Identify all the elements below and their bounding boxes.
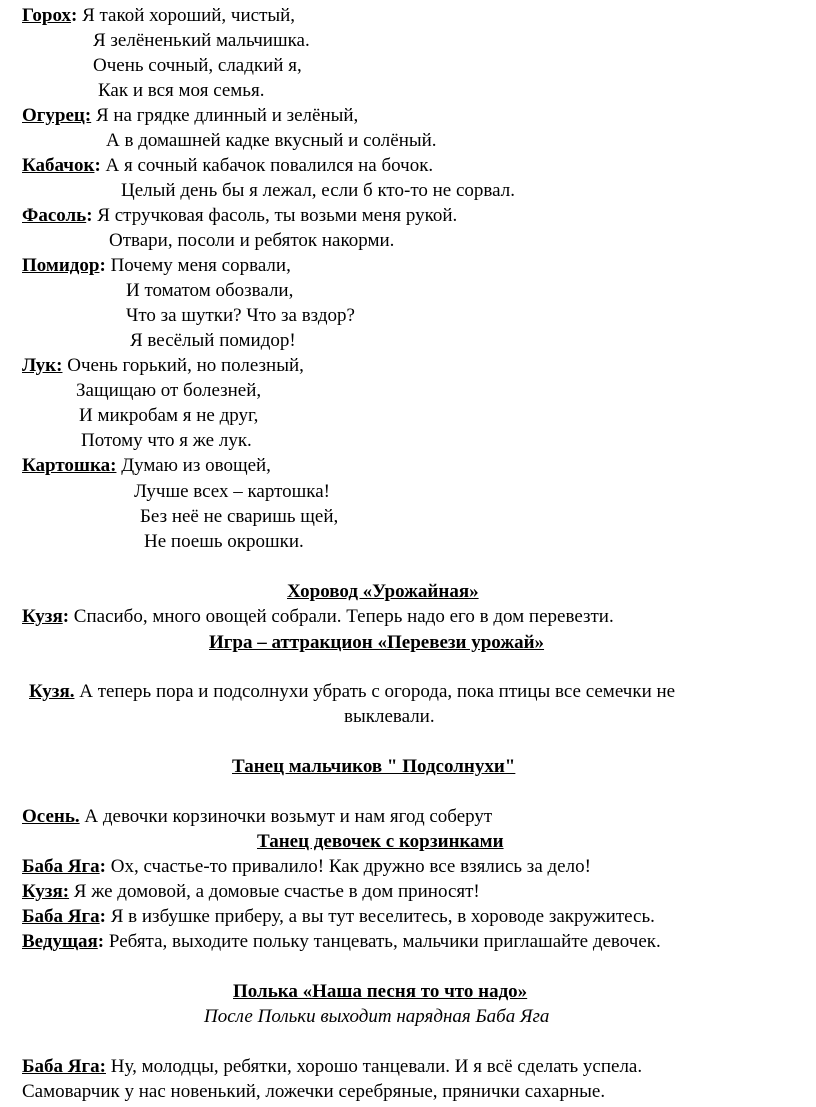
verse-line: Очень сочный, сладкий я,	[93, 55, 302, 76]
verse-line: Целый день бы я лежал, если б кто-то не сорвал.	[121, 180, 515, 201]
speaker-name: Баба Яга	[22, 906, 100, 927]
dialog-text: Ну, молодцы, ребятки, хорошо танцевали. И я всё сделать успела.	[106, 1056, 643, 1077]
speaker-name: Огурец:	[22, 105, 92, 126]
verse-line: Защищаю от болезней,	[76, 380, 262, 401]
speaker-name: Кузя.	[29, 681, 75, 702]
verse-line: Я весёлый помидор!	[130, 330, 296, 351]
verse-line: Потому что я же лук.	[81, 430, 252, 451]
speaker-name: Баба Яга	[22, 856, 100, 877]
verse-line	[22, 454, 271, 478]
dialog-line	[22, 905, 655, 929]
dialog-text: Ребята, выходите польку танцевать, мальчики приглашайте девочек.	[104, 931, 661, 952]
dialog-line-continued: выклевали.	[344, 706, 435, 727]
speaker-name: Кабачок	[22, 155, 95, 176]
dialog-text: Я в избушке приберу, а вы тут веселитесь, в хороводе закружитесь.	[106, 906, 655, 927]
verse-text: Я стручковая фасоль, ты возьми меня рукой.	[92, 205, 458, 226]
verse-line: Что за шутки? Что за вздор?	[126, 305, 355, 326]
speaker-name: Кузя	[22, 606, 63, 627]
speaker-name: Фасоль	[22, 205, 87, 226]
dialog-text: Спасибо, много овощей собрали. Теперь надо его в дом перевезти.	[69, 606, 614, 627]
dialog-text: А теперь пора и подсолнухи убрать с огорода, пока птицы все семечки не	[74, 681, 676, 702]
verse-line	[22, 254, 291, 278]
verse-line: Без неё не сваришь щей,	[140, 506, 339, 527]
speaker-name: Ведущая	[22, 931, 98, 952]
verse-line	[22, 4, 295, 28]
section-title	[209, 631, 544, 655]
verse-text: Я на грядке длинный и зелёный,	[91, 105, 359, 126]
section-title-text: Полька «Наша песня то что надо»	[233, 981, 528, 1002]
dialog-line	[22, 1055, 642, 1079]
speaker-colon: :	[99, 856, 106, 877]
dialog-line	[22, 855, 591, 879]
verse-text: Думаю из овощей,	[116, 455, 271, 476]
speaker-colon: :	[94, 155, 101, 176]
verse-line	[22, 104, 358, 128]
dialog-line-continued: Самоварчик у нас новенький, ложечки серебряные, прянички сахарные.	[22, 1081, 606, 1102]
speaker-name: Кузя:	[22, 881, 70, 902]
section-title	[287, 580, 479, 604]
speaker-name: Помидор	[22, 255, 100, 276]
verse-line	[22, 154, 433, 178]
speaker-colon: :	[86, 205, 93, 226]
verse-line: Лучше всех – картошка!	[134, 481, 331, 502]
stage-direction: После Польки выходит нарядная Баба Яга	[204, 1006, 550, 1027]
speaker-colon: :	[62, 606, 70, 627]
speaker-name: Лук:	[22, 355, 63, 376]
section-title	[233, 980, 527, 1004]
verse-line: Не поешь окрошки.	[144, 531, 304, 552]
speaker-name: Осень.	[22, 806, 80, 827]
dialog-text: Ох, счастье-то привалило! Как дружно все взялись за дело!	[106, 856, 591, 877]
verse-text: Я такой хороший, чистый,	[77, 5, 296, 26]
verse-text: А я сочный кабачок повалился на бочок.	[100, 155, 434, 176]
dialog-text: А девочки корзиночки возьмут и нам ягод соберут	[79, 806, 493, 827]
verse-text: Почему меня сорвали,	[105, 255, 291, 276]
dialog-line	[22, 930, 661, 954]
speaker-colon: :	[97, 931, 105, 952]
speaker-name: Картошка:	[22, 455, 117, 476]
speaker-colon: :	[71, 5, 78, 26]
section-title-text: Танец девочек с корзинками	[257, 831, 504, 852]
speaker-name: Горох	[22, 5, 72, 26]
verse-line: И томатом обозвали,	[126, 280, 294, 301]
speaker-colon: :	[99, 906, 106, 927]
verse-line: Отвари, посоли и ребяток накорми.	[109, 230, 395, 251]
dialog-line	[22, 880, 480, 904]
verse-text: Очень горький, но полезный,	[62, 355, 304, 376]
verse-line	[22, 354, 304, 378]
verse-line: И микробам я не друг,	[79, 405, 259, 426]
dialog-line	[22, 605, 614, 629]
section-title-text: Хоровод «Урожайная»	[287, 581, 479, 602]
section-title-text: Танец мальчиков " Подсолнухи"	[232, 756, 516, 777]
dialog-text: Я же домовой, а домовые счастье в дом приносят!	[69, 881, 480, 902]
section-title	[232, 755, 515, 779]
dialog-line	[29, 680, 675, 704]
verse-line: Как и вся моя семья.	[98, 80, 265, 101]
speaker-name: Баба Яга:	[22, 1056, 106, 1077]
section-title-text: Игра – аттракцион «Перевези урожай»	[209, 632, 545, 653]
verse-line: Я зелёненький мальчишка.	[93, 30, 310, 51]
section-title	[257, 830, 504, 854]
speaker-colon: :	[99, 255, 106, 276]
dialog-line	[22, 805, 492, 829]
verse-line	[22, 204, 457, 228]
verse-line: А в домашней кадке вкусный и солёный.	[106, 130, 437, 151]
